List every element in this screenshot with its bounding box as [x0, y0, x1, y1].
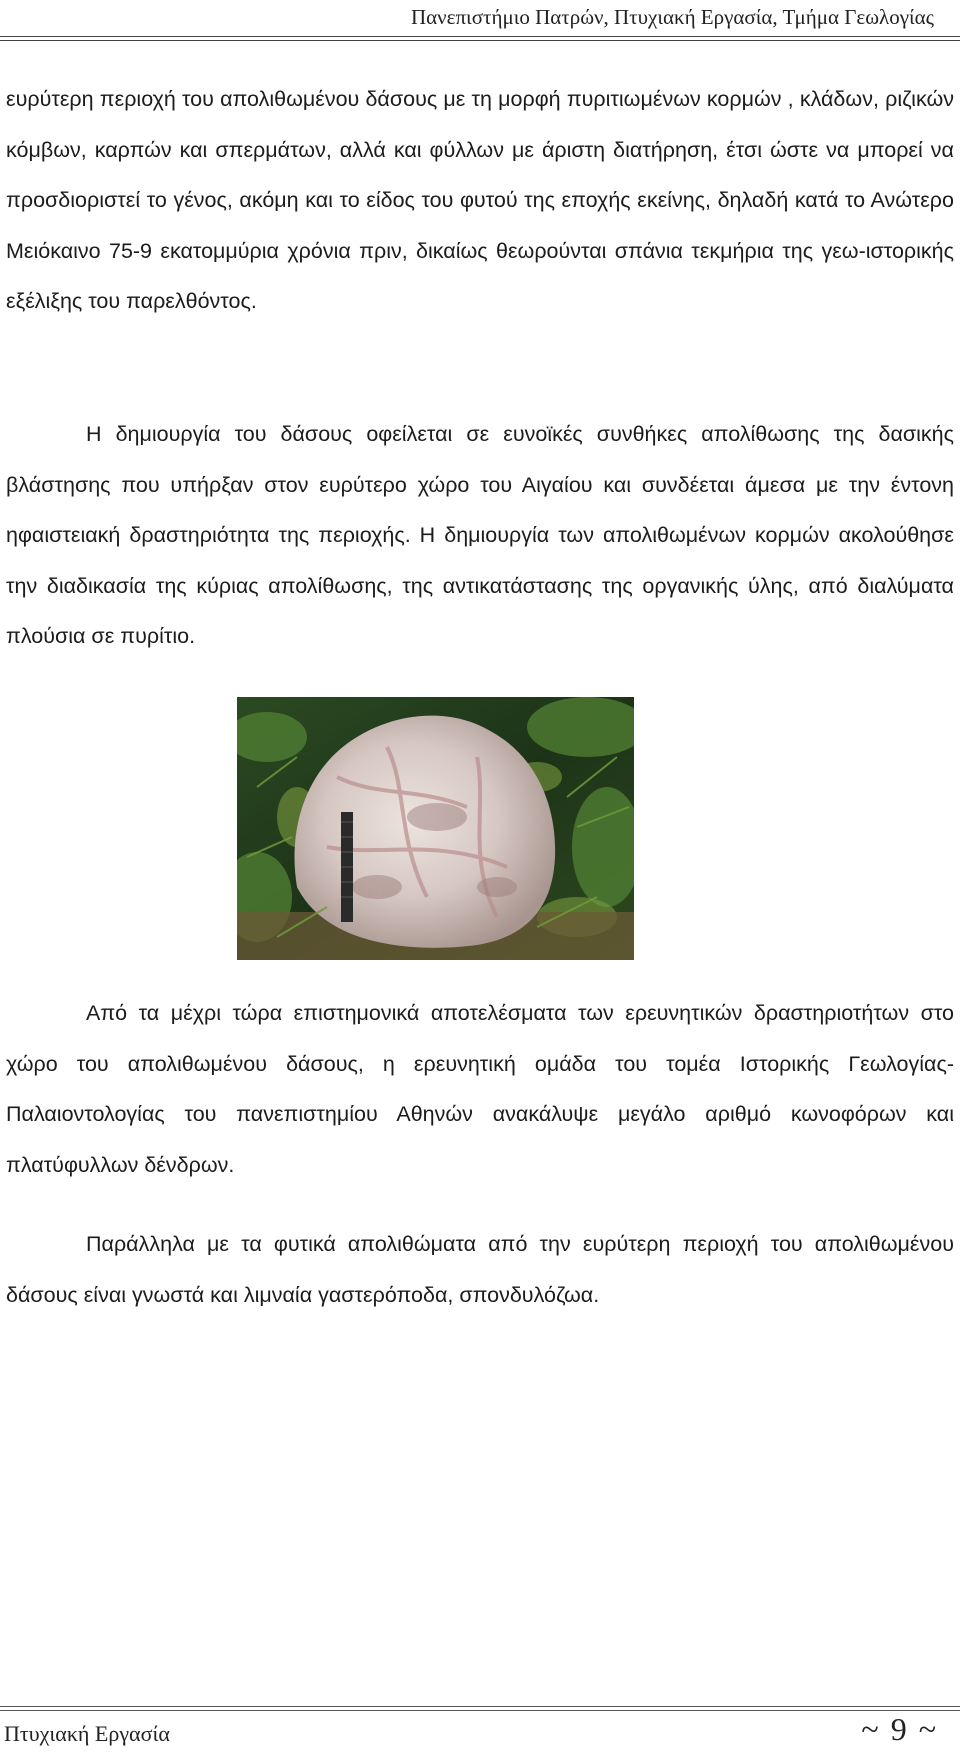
paragraph-3: Από τα μέχρι τώρα επιστημονικά αποτελέσματα των ερευνητικών δραστηριοτήτων στο χώρο του απολιθωμένου δάσους, η ερευνητική ομάδα του τομέα Ιστορικής Γεωλογίας-Παλαιοντολογίας του πανεπιστημίου Αθηνών ανακάλυψε μεγάλο αριθμό κωνοφόρων και πλατύφυλλων δένδρων. — [6, 1001, 954, 1177]
page-number: ~ 9 ~ — [861, 1711, 938, 1747]
footer-title: Πτυχιακή Εργασία — [4, 1721, 170, 1746]
running-header — [0, 0, 960, 37]
petrified-trunk-photo — [237, 697, 634, 960]
running-header-title: Πανεπιστήμιο Πατρών, Πτυχιακή Εργασία, Τμήμα Γεωλογίας — [410, 5, 934, 29]
paragraph-1: ευρύτερη περιοχή του απολιθωμένου δάσους με τη μορφή πυριτιωμένων κορμών , κλάδων, ριζικών κόμβων, καρπών και σπερμάτων, αλλά και φύλλων με άριστη διατήρηση, έτσι ώστε να μπορεί να προσδιοριστεί το γένος, ακόμη και το είδος του φυτού της εποχής εκείνης, δηλαδή κατά το Ανώτερο Μειόκαινο 75-9 εκατομμύρια χρόνια πριν, δικαίως θεωρούνται σπάνια τεκμήρια της γεω-ιστορικής εξέλιξης του παρελθόντος. — [6, 87, 954, 313]
page-footer — [0, 1706, 960, 1760]
paragraph-2: Η δημιουργία του δάσους οφείλεται σε ευνοϊκές συνθήκες απολίθωσης της δασικής βλάστησης που υπήρξαν στον ευρύτερο χώρο του Αιγαίου και συνδέεται άμεσα με την έντονη ηφαιστειακή δραστηριότητα της περιοχής. Η δημιουργία των απολιθωμένων κορμών ακολούθησε την διαδικασία της κύριας απολίθωσης, της αντικατάστασης της οργανικής ύλης, από διαλύματα πλούσια σε πυρίτιο. — [6, 422, 954, 648]
paragraph-4: Παράλληλα με τα φυτικά απολιθώματα από την ευρύτερη περιοχή του απολιθωμένου δάσους είναι γνωστά και λιμναία γαστερόποδα, σπονδυλόζωα. — [6, 1232, 954, 1307]
